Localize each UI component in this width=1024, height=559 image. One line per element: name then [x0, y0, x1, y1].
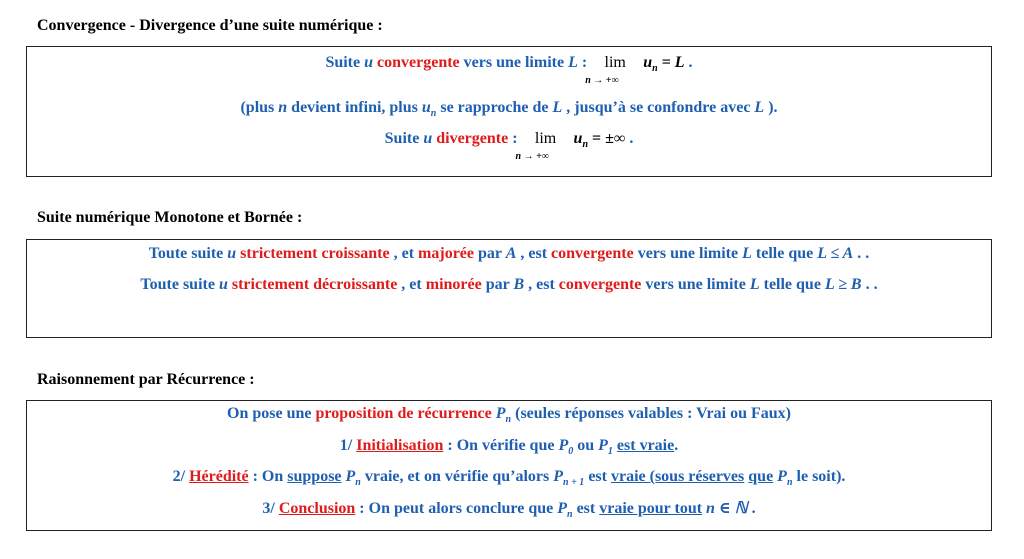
keyword-initialisation: Initialisation — [356, 437, 444, 454]
text: telle que — [755, 245, 814, 262]
var-u: u — [227, 245, 237, 262]
text: On pose une — [227, 405, 312, 422]
keyword-strictement-croissante: strictement croissante — [240, 245, 390, 262]
P-base: P — [557, 500, 568, 517]
text: est — [576, 500, 596, 517]
text: : — [512, 130, 518, 147]
text: est — [588, 468, 607, 485]
text: Toute suite — [140, 276, 215, 293]
text-que: que — [748, 468, 774, 485]
P-sub: n — [567, 509, 573, 520]
text: (seules réponses valables : Vrai ou Faux) — [515, 405, 791, 422]
var-L: L — [552, 99, 563, 116]
var-P1 — [598, 437, 613, 457]
P-sub: 1 — [607, 446, 613, 457]
var-Pn — [777, 468, 793, 488]
section-title-convergence: Convergence - Divergence d’une suite numérique : — [37, 17, 383, 34]
initialisation-line — [27, 436, 991, 456]
text: vers une limite — [637, 245, 739, 262]
text: Toute suite — [148, 245, 224, 262]
keyword-strictement-decroissante: strictement décroissante — [231, 276, 398, 293]
var-Pn — [557, 500, 573, 520]
lim-subscript: n → +∞ — [515, 151, 549, 162]
var-u: u — [423, 130, 433, 147]
recurrence-box — [26, 400, 992, 531]
step-number: 3/ — [262, 500, 275, 517]
conclusion-line — [27, 499, 991, 519]
convergence-line — [27, 53, 991, 86]
text-est-vraie: est vraie — [616, 437, 675, 454]
P-base: P — [495, 405, 506, 422]
text: devient infini, plus — [291, 99, 418, 116]
text: vers une limite — [645, 276, 746, 293]
un-sub: n — [652, 63, 658, 74]
text: : — [581, 54, 588, 71]
keyword-convergente: convergente — [377, 54, 460, 71]
text: On peut alors conclure que — [368, 500, 554, 517]
divergence-line — [27, 129, 991, 162]
P-base: P — [558, 437, 569, 454]
un-sub: n — [430, 108, 437, 119]
period: . — [629, 130, 634, 147]
keyword-convergente: convergente — [551, 245, 634, 262]
keyword-heredite: Hérédité — [189, 468, 249, 485]
text: se rapproche de — [440, 99, 549, 116]
text: , est — [520, 245, 548, 262]
text: vraie, et on vérifie qu’alors — [364, 468, 550, 485]
relation-L-le-A: L ≤ A — [817, 245, 854, 262]
var-L: L — [742, 245, 752, 262]
section-title-monotone: Suite numérique Monotone et Bornée : — [37, 209, 303, 226]
text: ). — [768, 99, 778, 116]
text: , jusqu’à se confondre avec — [566, 99, 751, 116]
proposition-line — [27, 404, 991, 424]
var-A: A — [505, 245, 517, 262]
period: . . — [865, 276, 878, 293]
explanation-line — [27, 98, 991, 118]
P-base: P — [777, 468, 787, 485]
un-sub: n — [582, 139, 589, 150]
period: . — [674, 437, 679, 454]
keyword-convergente: convergente — [558, 276, 642, 293]
text: , et — [393, 245, 415, 262]
text: Suite — [325, 54, 361, 71]
text: : — [252, 468, 258, 485]
decreasing-line — [27, 275, 991, 295]
keyword-majoree: majorée — [418, 245, 474, 262]
var-un — [573, 130, 589, 150]
un-base: u — [643, 54, 653, 71]
un-base: u — [421, 99, 431, 116]
increasing-line — [27, 244, 991, 264]
text-vraie-pour-tout: vraie pour tout — [599, 500, 703, 517]
P-sub: 0 — [568, 446, 574, 457]
var-n: n — [278, 99, 288, 116]
period: . — [751, 500, 756, 517]
var-Pn — [495, 405, 512, 425]
text: Suite — [384, 130, 420, 147]
var-u: u — [218, 276, 228, 293]
un-base: u — [573, 130, 583, 147]
step-number: 1/ — [339, 437, 353, 454]
P-base: P — [345, 468, 356, 485]
var-L: L — [754, 99, 765, 116]
text: telle que — [763, 276, 821, 293]
keyword-proposition: proposition de récurrence — [315, 405, 492, 422]
lim-text: lim — [534, 130, 557, 147]
P-sub: n — [505, 414, 512, 425]
var-Pn1 — [553, 468, 585, 488]
lim-text: lim — [604, 54, 626, 71]
relation-n-in-N: n ∈ ℕ — [706, 500, 748, 517]
period: . — [688, 54, 693, 71]
convergence-box — [26, 46, 992, 177]
period: . . — [857, 245, 870, 262]
keyword-divergente: divergente — [436, 130, 509, 147]
var-P0 — [558, 437, 574, 457]
relation-L-ge-B: L ≥ B — [824, 276, 862, 293]
lim-subscript: n → +∞ — [585, 75, 619, 86]
text: On — [261, 468, 284, 485]
P-sub: n + 1 — [563, 477, 585, 488]
text: par — [485, 276, 510, 293]
P-base: P — [553, 468, 564, 485]
P-sub: n — [786, 477, 793, 488]
equals-infinity: = ±∞ — [592, 130, 626, 147]
equals-L: = L — [661, 54, 685, 71]
var-L: L — [568, 54, 578, 71]
text-suppose: suppose — [287, 468, 342, 485]
monotone-box — [26, 239, 992, 338]
text: ou — [577, 437, 595, 454]
limit-operator — [515, 129, 570, 162]
text: vers une limite — [463, 54, 565, 71]
var-L: L — [749, 276, 760, 293]
text: (plus — [240, 99, 275, 116]
var-un — [421, 99, 437, 119]
keyword-conclusion: Conclusion — [278, 500, 356, 517]
text-vraie-sous-reserves: vraie (sous réserves — [610, 468, 745, 485]
P-sub: n — [355, 477, 361, 488]
text: le soit). — [796, 468, 846, 485]
text: : — [359, 500, 365, 517]
var-Pn — [345, 468, 361, 488]
limit-operator — [585, 53, 639, 86]
var-un — [643, 54, 658, 74]
P-base: P — [598, 437, 608, 454]
text: , et — [401, 276, 422, 293]
keyword-minoree: minorée — [425, 276, 482, 293]
section-title-recurrence: Raisonnement par Récurrence : — [37, 371, 255, 388]
var-u: u — [364, 54, 374, 71]
step-number: 2/ — [172, 468, 186, 485]
text: : — [447, 437, 453, 454]
text: On vérifie que — [456, 437, 555, 454]
var-B: B — [513, 276, 525, 293]
text: par — [478, 245, 502, 262]
heredite-line — [27, 467, 991, 487]
text: , est — [528, 276, 555, 293]
